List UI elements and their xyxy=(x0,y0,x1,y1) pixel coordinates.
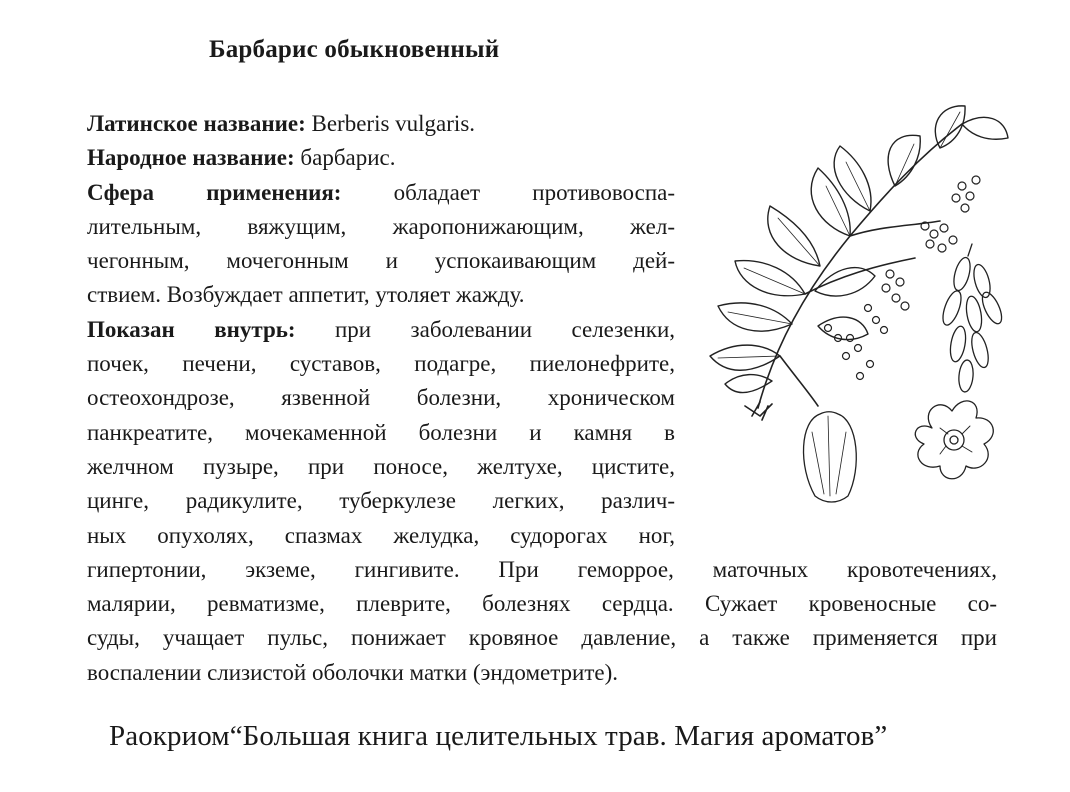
internal-line: цинге, радикулите, туберкулезе легких, различ- xyxy=(87,488,675,514)
sphere-line xyxy=(87,176,675,210)
barberry-illustration xyxy=(700,76,1030,516)
latin-name-line xyxy=(87,107,675,141)
latin-name-label: Латинское название: xyxy=(87,111,306,136)
folk-name-label: Народное название: xyxy=(87,145,295,171)
branch-stem xyxy=(850,221,940,236)
latin-name-value: Berberis vulgaris. xyxy=(305,111,476,136)
root-tuft xyxy=(745,402,772,420)
sphere-line: чегонным, мочегонным и успокаивающим дей- xyxy=(87,248,675,274)
seed xyxy=(804,412,857,502)
internal-line: ных опухолях, спазмах желудка, судорогах ног, xyxy=(87,522,675,548)
internal-line: малярии, ревматизме, плеврите, болезнях сердца. Сужает кровеносные со- xyxy=(87,591,997,617)
sphere-line: ствием. Возбуждает аппетит, утоляет жажду. xyxy=(87,282,525,308)
internal-line: воспалении слизистой оболочки матки (эндометрите). xyxy=(87,659,619,685)
berry-cluster xyxy=(825,176,981,380)
page-title: Барбарис обыкновенный xyxy=(209,36,500,63)
internal-line: панкреатите, мочекаменной болезни и камня в xyxy=(87,419,675,445)
internal-line: почек, печени, суставов, подагре, пиелонефрите, xyxy=(87,351,675,377)
internal-line: гипертонии, экземе, гингивите. При геморрое, маточных кровотечениях, xyxy=(87,556,997,582)
folk-name-value: барбарис. xyxy=(294,145,396,171)
folk-name-line xyxy=(87,141,675,175)
branch-stem xyxy=(780,356,818,406)
berry-bunch xyxy=(939,244,1005,393)
internal-label: Показан внутрь: xyxy=(87,316,296,342)
flower xyxy=(915,401,993,479)
internal-line: остеохондрозе, язвенной болезни, хроническом xyxy=(87,385,675,411)
internal-text: при заболевании селезенки, xyxy=(295,316,676,342)
sphere-line: лительным, вяжущим, жаропонижающим, жел- xyxy=(87,213,675,239)
branch-stem xyxy=(805,258,915,294)
sphere-text: обладает противовоспа- xyxy=(341,179,675,205)
internal-line: суды, учащает пульс, понижает кровяное давление, а также применяется при xyxy=(87,625,997,651)
sphere-label: Сфера применения: xyxy=(87,179,342,205)
internal-line: желчном пузыре, при поносе, желтухе, цистите, xyxy=(87,453,675,479)
internal-line xyxy=(87,313,675,347)
source-caption: Раокриом“Большая книга целительных трав. Магия ароматов” xyxy=(109,720,888,752)
